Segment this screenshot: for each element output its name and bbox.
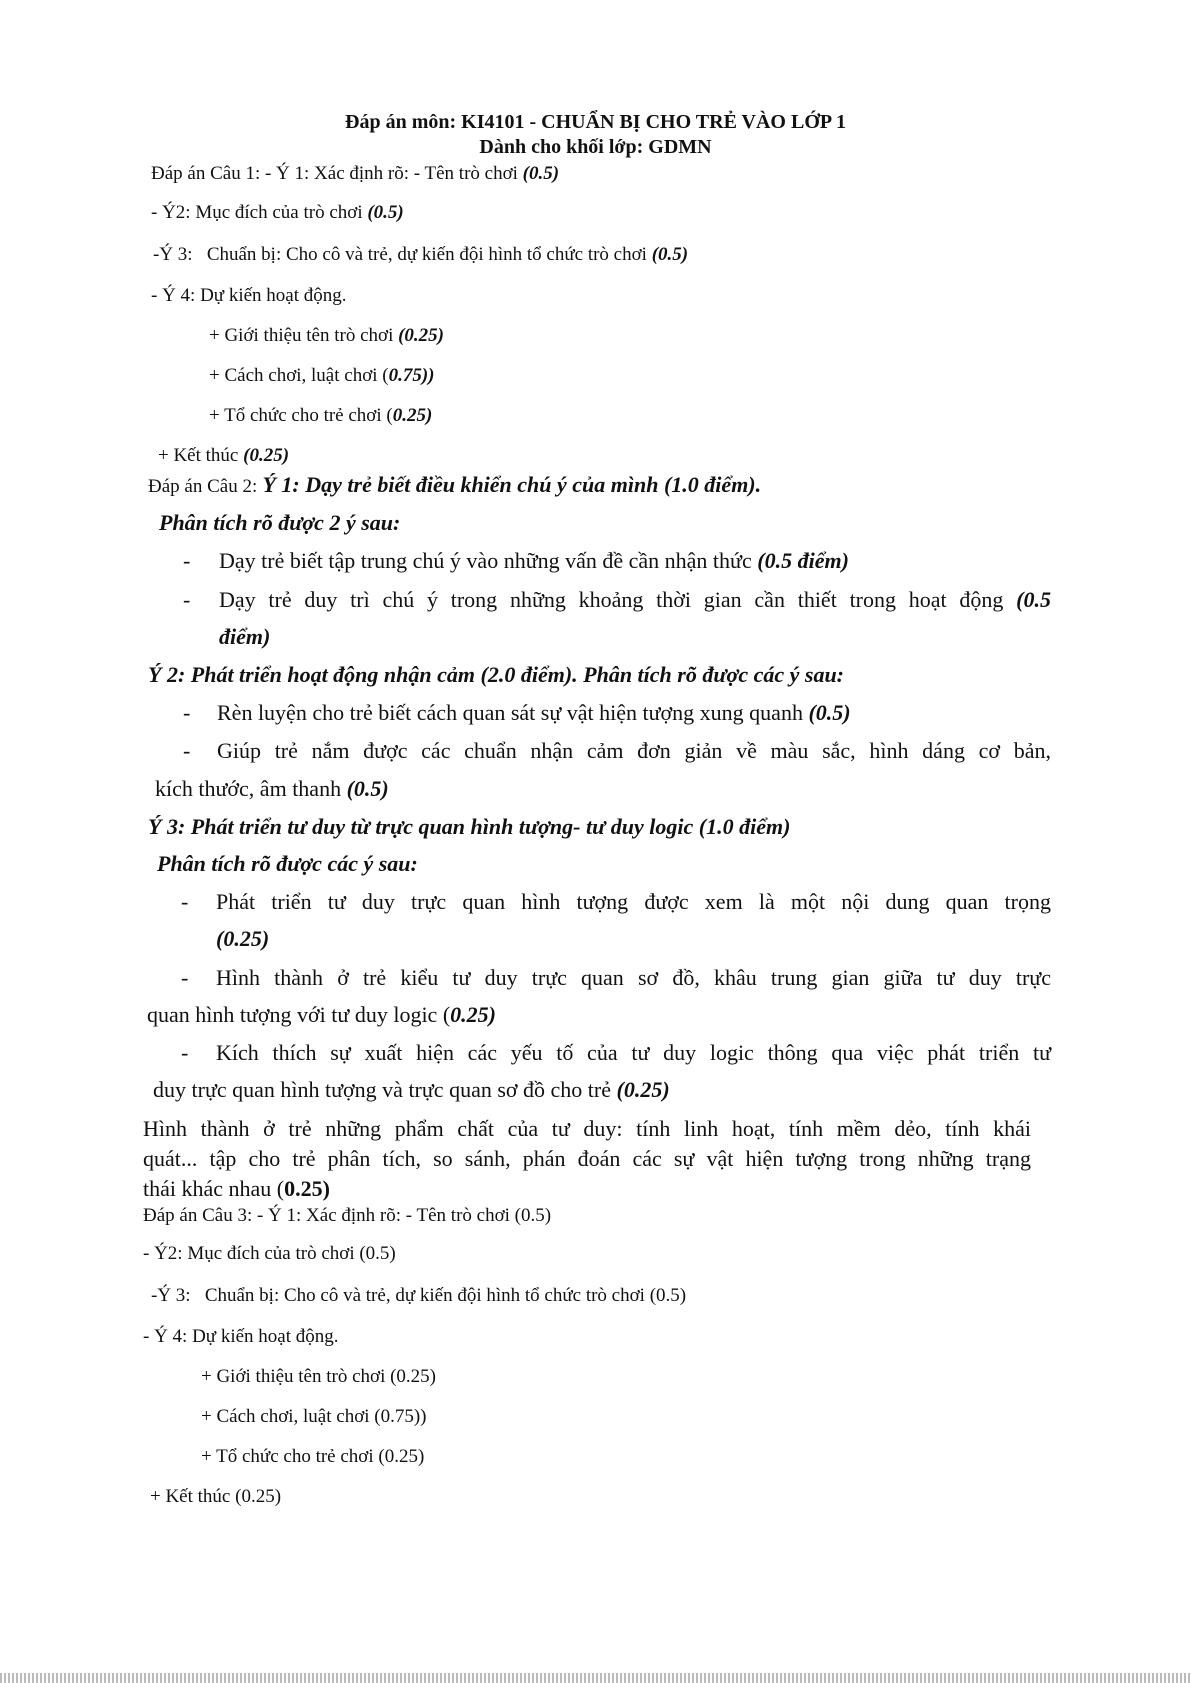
q2-b6-dash: - (181, 965, 189, 990)
q2-b7-cont (153, 1077, 670, 1103)
scan-bottom-edge (0, 1673, 1191, 1683)
q1-line7-text: + Tổ chức cho trẻ chơi ( (209, 405, 393, 426)
q2-b1-text: Dạy trẻ biết tập trung chú ý vào những vấn đề cần nhận thức (219, 548, 752, 573)
q2-b6: Hình thành ở trẻ kiểu tư duy trực quan sơ đồ, khâu trung gian giữa tư duy trực (216, 965, 1051, 990)
q2-b7-cont-text: duy trực quan hình tượng và trực quan sơ đồ cho trẻ (153, 1077, 611, 1102)
q2-b7-score: (0.25) (616, 1077, 670, 1102)
document-subtitle: Dành cho khối lớp: GDMN (479, 136, 712, 158)
q1-line6-text: + Cách chơi, luật chơi ( (209, 365, 389, 386)
q2-b6-cont-text: quan hình tượng với tư duy logic ( (147, 1002, 451, 1027)
q2-b5-score: (0.25) (216, 926, 270, 951)
q1-line3-text: -Ý 3: Chuẩn bị: Cho cô và trẻ, dự kiến đội hình tổ chức trò chơi (153, 244, 647, 265)
q2-y1-subheading: Phân tích rõ được 2 ý sau: (159, 510, 401, 535)
document-title: Đáp án môn: KI4101 - CHUẨN BỊ CHO TRẺ VÀO LỚP 1 (345, 111, 846, 133)
q3-line7: + Tổ chức cho trẻ chơi (0.25) (201, 1446, 425, 1467)
q1-line1-score: (0.5) (522, 163, 560, 184)
q2-b6-cont (147, 1002, 496, 1028)
q2-para-line1: Hình thành ở trẻ những phẩm chất của tư duy: tính linh hoạt, tính mềm dẻo, tính khái (143, 1116, 1031, 1141)
q2-y1-heading: Ý 1: Dạy trẻ biết điều khiển chú ý của mình (1.0 điểm). (262, 472, 762, 497)
q2-para-line2: quát... tập cho trẻ phân tích, so sánh, phán đoán các sự vật hiện tượng trong những trạng (143, 1146, 1031, 1171)
q2-b1 (219, 548, 849, 574)
q1-line8 (158, 443, 289, 469)
q2-b3-dash: - (183, 700, 191, 725)
q3-line1: Đáp án Câu 3: - Ý 1: Xác định rõ: - Tên trò chơi (0.5) (143, 1205, 552, 1226)
q2-b5: Phát triển tư duy trực quan hình tượng được xem là một nội dung quan trọng (216, 889, 1051, 914)
q2-b2-dash: - (183, 587, 191, 612)
q2-b7: Kích thích sự xuất hiện các yếu tố của tư duy logic thông qua việc phát triển tư (216, 1040, 1051, 1065)
q2-b2-score: (0.5 (1016, 587, 1051, 612)
q1-line7 (209, 403, 432, 429)
q2-y1-line (148, 472, 761, 500)
q2-b1-dash: - (183, 548, 191, 573)
q2-b4: Giúp trẻ nắm được các chuẩn nhận cảm đơn giản về màu sắc, hình dáng cơ bản, (217, 738, 1051, 763)
q3-line6: + Cách chơi, luật chơi (0.75)) (201, 1406, 427, 1427)
q2-b2 (219, 587, 1051, 613)
q1-line6-score: 0.75) (388, 365, 429, 386)
q2-b1-score: (0.5 điểm) (757, 548, 849, 573)
q2-b4-dash: - (183, 738, 191, 763)
q2-para-line3 (143, 1175, 330, 1203)
q1-line7-score: 0.25) (392, 405, 433, 426)
q1-line3 (153, 242, 688, 268)
q2-b3 (217, 700, 851, 726)
q3-line2: - Ý2: Mục đích của trò chơi (0.5) (143, 1243, 396, 1264)
q2-b4-cont (155, 776, 389, 802)
q1-line8-score: (0.25) (243, 445, 290, 466)
q3-line8: + Kết thúc (0.25) (150, 1486, 282, 1507)
q1-line2-score: (0.5) (367, 202, 404, 223)
q1-line4: - Ý 4: Dự kiến hoạt động. (151, 285, 347, 306)
q1-line3-score: (0.5) (651, 244, 689, 265)
q3-line4: - Ý 4: Dự kiến hoạt động. (143, 1326, 339, 1347)
q2-y3-subheading: Phân tích rõ được các ý sau: (157, 851, 418, 876)
q2-b4-cont-text: kích thước, âm thanh (155, 776, 342, 801)
q2-b3-score: (0.5) (808, 700, 851, 725)
q2-b7-dash: - (181, 1040, 189, 1065)
q1-line8-text: + Kết thúc (158, 445, 239, 466)
q2-b2-cont: điểm) (219, 624, 271, 649)
q1-line6 (209, 363, 435, 389)
q2-b3-text: Rèn luyện cho trẻ biết cách quan sát sự vật hiện tượng xung quanh (217, 700, 803, 725)
q2-b4-score: (0.5) (346, 776, 389, 801)
q1-line5 (209, 323, 444, 349)
q1-line2-text: - Ý2: Mục đích của trò chơi (151, 202, 363, 223)
q1-line5-text: + Giới thiệu tên trò chơi (209, 325, 394, 346)
q2-b5-dash: - (181, 889, 189, 914)
q1-line5-score: (0.25) (398, 325, 445, 346)
q3-line3: -Ý 3: Chuẩn bị: Cho cô và trẻ, dự kiến đội hình tổ chức trò chơi (0.5) (151, 1285, 687, 1306)
q2-para-score: 0.25) (284, 1176, 330, 1201)
q2-label: Đáp án Câu 2: (148, 476, 258, 497)
q2-y2-heading: Ý 2: Phát triển hoạt động nhận cảm (2.0 điểm). Phân tích rõ được các ý sau: (148, 662, 845, 687)
q3-line5: + Giới thiệu tên trò chơi (0.25) (201, 1366, 437, 1387)
q2-para-line3-text: thái khác nhau ( (143, 1176, 285, 1201)
q1-line6-end: ) (428, 365, 435, 386)
q1-line1-text: Đáp án Câu 1: - Ý 1: Xác định rõ: - Tên trò chơi (151, 163, 518, 184)
q2-b6-score: 0.25) (450, 1002, 496, 1027)
q2-y3-heading: Ý 3: Phát triển tư duy từ trực quan hình tượng- tư duy logic (1.0 điểm) (148, 814, 791, 839)
q1-line2 (151, 200, 404, 226)
q2-b2-text: Dạy trẻ duy trì chú ý trong những khoảng thời gian cần thiết trong hoạt động (219, 587, 1004, 612)
q1-line1 (151, 161, 559, 187)
